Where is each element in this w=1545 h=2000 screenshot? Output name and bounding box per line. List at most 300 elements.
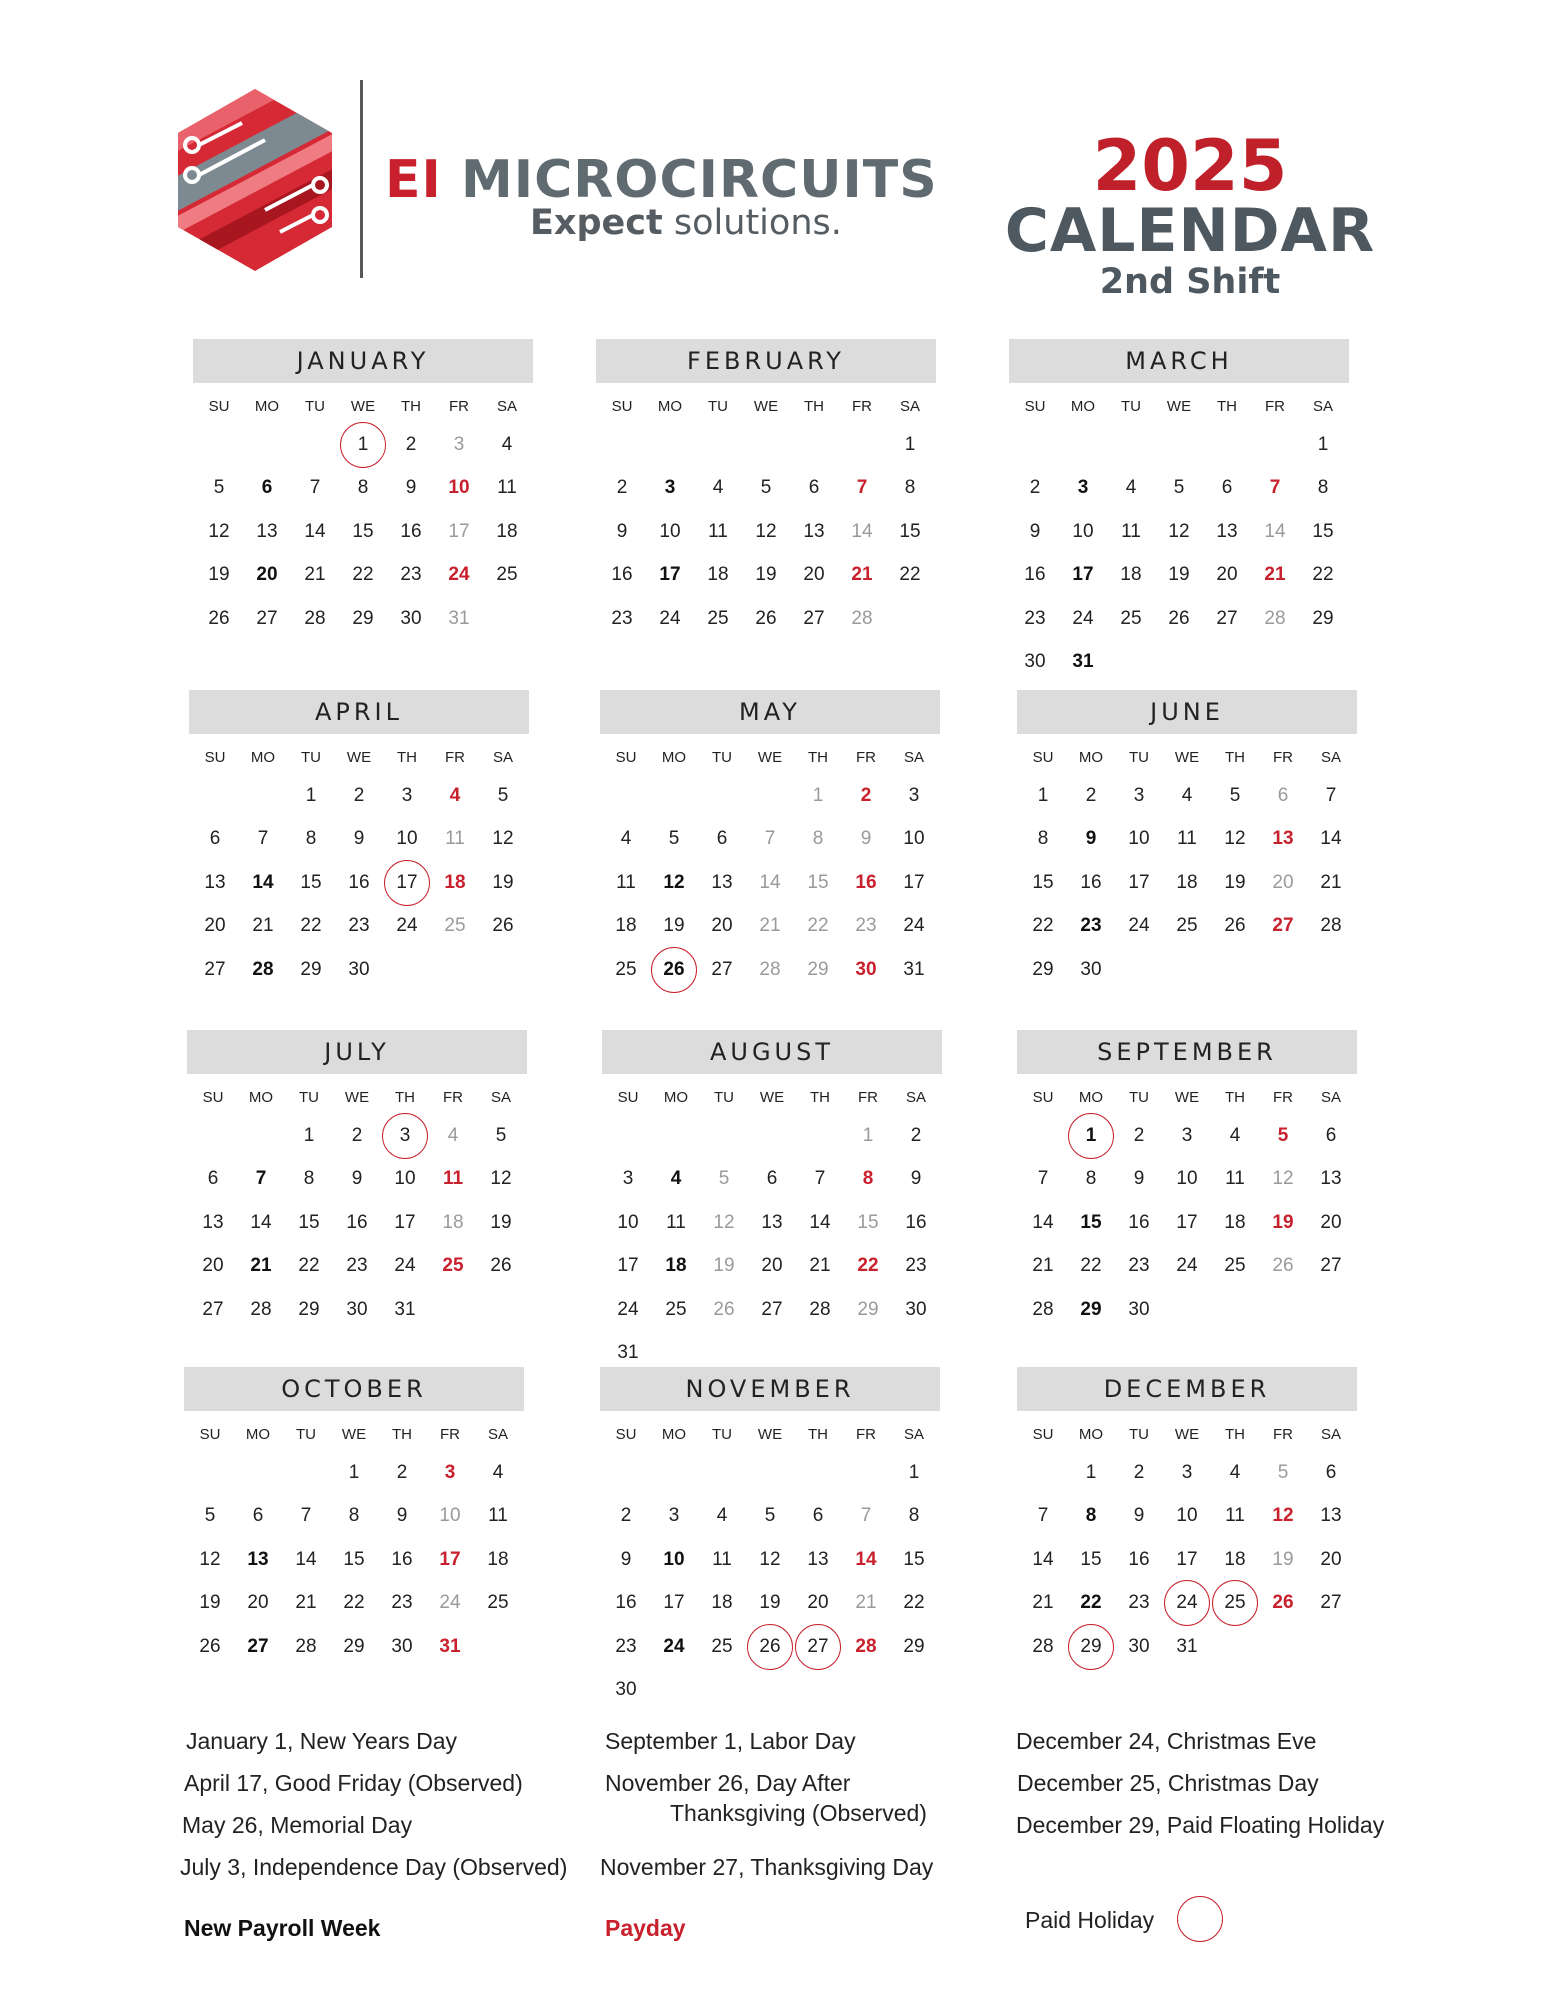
month-title: OCTOBER <box>184 1367 524 1411</box>
day-cell: 9 <box>910 1168 922 1190</box>
holiday-note: December 25, Christmas Day <box>1017 1770 1319 1796</box>
day-cell: 11 <box>442 1168 464 1190</box>
day-cell: 22 <box>300 915 322 937</box>
day-cell: 11 <box>488 1505 508 1527</box>
day-cell: 17 <box>1128 871 1150 893</box>
day-cell: 24 <box>903 915 925 937</box>
day-cell: 9 <box>1133 1168 1145 1190</box>
day-cell: 29 <box>1080 1298 1102 1320</box>
day-cell: 24 <box>617 1298 639 1320</box>
legend-payroll-week: New Payroll Week <box>184 1915 381 1941</box>
holiday-note: November 27, Thanksgiving Day <box>600 1854 934 1880</box>
day-cell: 2 <box>351 1124 363 1146</box>
day-cell: 20 <box>803 564 825 586</box>
empty-cell <box>189 1114 237 1158</box>
day-cell: 5 <box>1277 1461 1289 1483</box>
weekday-label: FR <box>1265 398 1285 415</box>
day-cell: 27 <box>1216 607 1238 629</box>
weekday-label: MO <box>663 1089 689 1106</box>
day-cell: 16 <box>1080 871 1102 893</box>
day-cell: 27 <box>256 607 278 629</box>
day-cell: 18 <box>444 871 466 893</box>
weekday-label: TU <box>296 1426 316 1443</box>
day-cell: 7 <box>1037 1168 1049 1190</box>
day-cell: 10 <box>1176 1505 1198 1527</box>
day-cell: 3 <box>1181 1124 1193 1146</box>
day-cell: 1 <box>303 1124 315 1146</box>
day-cell: 10 <box>903 828 925 850</box>
empty-cell <box>1251 423 1299 467</box>
day-cell: 26 <box>1272 1592 1294 1614</box>
day-cell: 15 <box>300 871 322 893</box>
weekday-label: MO <box>248 1089 274 1106</box>
weekday-label: TH <box>808 749 828 766</box>
day-cell: 1 <box>862 1124 874 1146</box>
day-cell: 30 <box>1080 958 1102 980</box>
day-cell: 1 <box>1317 433 1329 455</box>
day-cell: 12 <box>663 871 685 893</box>
day-cell: 21 <box>304 564 326 586</box>
day-cell: 27 <box>761 1298 783 1320</box>
day-cell: 8 <box>1085 1168 1097 1190</box>
day-cell: 24 <box>1163 1582 1211 1626</box>
day-cell: 16 <box>615 1592 637 1614</box>
empty-cell <box>746 1451 794 1495</box>
day-cell: 14 <box>304 520 326 542</box>
month-title: AUGUST <box>602 1030 942 1074</box>
day-grid <box>1017 1114 1357 1332</box>
holiday-note: September 1, Labor Day <box>605 1728 856 1754</box>
weekday-label: FR <box>852 398 872 415</box>
month-title: MAY <box>600 690 940 734</box>
day-cell: 30 <box>615 1679 637 1701</box>
day-cell: 6 <box>766 1168 778 1190</box>
weekday-header <box>187 1086 527 1110</box>
day-cell: 14 <box>250 1211 272 1233</box>
day-cell: 10 <box>1176 1168 1198 1190</box>
day-grid <box>184 1451 524 1669</box>
day-cell: 30 <box>400 607 422 629</box>
day-cell: 14 <box>851 520 873 542</box>
day-cell: 16 <box>348 871 370 893</box>
month-december <box>1017 1367 1357 1669</box>
day-cell: 5 <box>204 1505 216 1527</box>
day-cell: 8 <box>904 477 916 499</box>
month-title: MARCH <box>1009 339 1349 383</box>
weekday-label: SA <box>903 749 924 766</box>
day-cell: 4 <box>449 784 461 806</box>
day-cell: 13 <box>1272 828 1294 850</box>
weekday-label: TH <box>401 398 421 415</box>
weekday-label: TU <box>714 1089 734 1106</box>
weekday-label: FR <box>449 398 469 415</box>
day-cell: 8 <box>1317 477 1329 499</box>
day-cell: 25 <box>444 915 466 937</box>
day-cell: 7 <box>1037 1505 1049 1527</box>
day-cell: 7 <box>1269 477 1281 499</box>
tagline-rest: solutions. <box>673 203 842 243</box>
month-july <box>187 1030 527 1332</box>
day-cell: 25 <box>707 607 729 629</box>
day-cell: 18 <box>442 1211 464 1233</box>
day-grid <box>1017 774 1357 992</box>
empty-cell <box>646 423 694 467</box>
day-cell: 23 <box>1128 1255 1150 1277</box>
day-cell: 7 <box>309 477 321 499</box>
day-cell: 25 <box>615 958 637 980</box>
weekday-label: MO <box>657 398 683 415</box>
day-cell: 14 <box>855 1548 877 1570</box>
day-cell: 4 <box>501 433 513 455</box>
day-cell: 22 <box>857 1255 879 1277</box>
day-cell: 23 <box>1128 1592 1150 1614</box>
day-cell: 29 <box>352 607 374 629</box>
empty-cell <box>1011 423 1059 467</box>
month-january <box>193 339 533 641</box>
day-cell: 22 <box>807 915 829 937</box>
weekday-label: SU <box>199 1426 221 1443</box>
day-cell: 15 <box>807 871 829 893</box>
day-cell: 6 <box>1277 784 1289 806</box>
day-cell: 21 <box>1032 1255 1054 1277</box>
day-cell: 10 <box>1128 828 1150 850</box>
day-cell: 8 <box>908 1505 920 1527</box>
day-cell: 12 <box>1168 520 1190 542</box>
day-cell: 29 <box>1067 1625 1115 1669</box>
weekday-label: TU <box>708 398 728 415</box>
weekday-label: TU <box>301 749 321 766</box>
day-cell: 12 <box>208 520 230 542</box>
day-cell: 19 <box>1168 564 1190 586</box>
empty-cell <box>742 423 790 467</box>
day-cell: 8 <box>1037 828 1049 850</box>
empty-cell <box>243 423 291 467</box>
brand-prefix: EI <box>385 150 442 210</box>
empty-cell <box>746 774 794 818</box>
day-cell: 31 <box>394 1298 416 1320</box>
weekday-label: TH <box>810 1089 830 1106</box>
day-cell: 29 <box>343 1635 365 1657</box>
day-cell: 24 <box>1128 915 1150 937</box>
day-cell: 6 <box>207 1168 219 1190</box>
day-cell: 5 <box>764 1505 776 1527</box>
weekday-label: WE <box>346 749 372 766</box>
day-cell: 28 <box>1320 915 1342 937</box>
day-cell: 12 <box>490 1168 512 1190</box>
weekday-header <box>600 746 940 770</box>
day-cell: 29 <box>1312 607 1334 629</box>
day-cell: 25 <box>496 564 518 586</box>
day-cell: 19 <box>755 564 777 586</box>
day-cell: 18 <box>1120 564 1142 586</box>
day-cell: 13 <box>256 520 278 542</box>
day-cell: 13 <box>202 1211 224 1233</box>
day-cell: 29 <box>903 1635 925 1657</box>
empty-cell <box>650 1451 698 1495</box>
day-cell: 16 <box>905 1211 927 1233</box>
day-cell: 15 <box>352 520 374 542</box>
day-cell: 11 <box>1225 1505 1245 1527</box>
day-cell: 1 <box>348 1461 360 1483</box>
day-cell: 11 <box>708 520 728 542</box>
day-cell: 19 <box>208 564 230 586</box>
day-cell: 18 <box>496 520 518 542</box>
weekday-label: SU <box>1032 1426 1054 1443</box>
weekday-label: TH <box>808 1426 828 1443</box>
day-cell: 23 <box>1080 915 1102 937</box>
empty-cell <box>796 1114 844 1158</box>
empty-cell <box>698 1451 746 1495</box>
day-cell: 19 <box>1272 1548 1294 1570</box>
day-grid <box>596 423 936 641</box>
day-cell: 15 <box>1032 871 1054 893</box>
month-august <box>602 1030 942 1375</box>
day-cell: 15 <box>298 1211 320 1233</box>
day-cell: 21 <box>855 1592 877 1614</box>
day-cell: 7 <box>860 1505 872 1527</box>
day-cell: 4 <box>1229 1124 1241 1146</box>
day-cell: 3 <box>1077 477 1089 499</box>
weekday-label: SA <box>899 398 920 415</box>
weekday-label: SU <box>204 749 226 766</box>
day-cell: 20 <box>1320 1211 1342 1233</box>
day-cell: 24 <box>394 1255 416 1277</box>
day-cell: 4 <box>1229 1461 1241 1483</box>
empty-cell <box>652 1114 700 1158</box>
day-cell: 6 <box>1221 477 1233 499</box>
day-cell: 21 <box>851 564 873 586</box>
day-cell: 22 <box>1312 564 1334 586</box>
day-cell: 1 <box>305 784 317 806</box>
calendar-year: 2025 <box>1092 125 1288 207</box>
day-cell: 17 <box>448 520 470 542</box>
day-cell: 1 <box>339 423 387 467</box>
day-cell: 19 <box>492 871 514 893</box>
day-cell: 15 <box>1080 1548 1102 1570</box>
weekday-label: WE <box>1174 749 1200 766</box>
day-cell: 15 <box>857 1211 879 1233</box>
day-cell: 16 <box>855 871 877 893</box>
weekday-label: FR <box>856 1426 876 1443</box>
company-logo-icon <box>170 85 340 275</box>
weekday-label: FR <box>440 1426 460 1443</box>
day-cell: 28 <box>1032 1298 1054 1320</box>
day-cell: 16 <box>611 564 633 586</box>
weekday-label: TH <box>1225 1426 1245 1443</box>
day-cell: 4 <box>447 1124 459 1146</box>
empty-cell <box>1059 423 1107 467</box>
day-cell: 28 <box>304 607 326 629</box>
weekday-label: MO <box>1078 749 1104 766</box>
day-cell: 3 <box>1133 784 1145 806</box>
day-cell: 7 <box>856 477 868 499</box>
day-cell: 10 <box>394 1168 416 1190</box>
day-cell: 23 <box>611 607 633 629</box>
day-cell: 2 <box>1133 1461 1145 1483</box>
weekday-label: TU <box>1121 398 1141 415</box>
day-cell: 2 <box>620 1505 632 1527</box>
weekday-label: MO <box>254 398 280 415</box>
day-cell: 23 <box>391 1592 413 1614</box>
holiday-note: November 26, Day After <box>605 1770 851 1796</box>
day-cell: 5 <box>718 1168 730 1190</box>
day-cell: 7 <box>814 1168 826 1190</box>
day-cell: 12 <box>755 520 777 542</box>
empty-cell <box>598 423 646 467</box>
day-grid <box>600 774 940 992</box>
day-cell: 15 <box>343 1548 365 1570</box>
weekday-label: SA <box>903 1426 924 1443</box>
day-cell: 28 <box>1264 607 1286 629</box>
weekday-header <box>1017 746 1357 770</box>
day-cell: 2 <box>616 477 628 499</box>
day-cell: 7 <box>1325 784 1337 806</box>
day-cell: 31 <box>617 1342 639 1364</box>
weekday-label: FR <box>1273 1089 1293 1106</box>
day-cell: 6 <box>209 828 221 850</box>
day-cell: 1 <box>812 784 824 806</box>
day-cell: 22 <box>1080 1255 1102 1277</box>
day-cell: 1 <box>1085 1461 1097 1483</box>
day-cell: 8 <box>348 1505 360 1527</box>
weekday-label: WE <box>1174 1089 1200 1106</box>
day-cell: 6 <box>812 1505 824 1527</box>
weekday-label: MO <box>245 1426 271 1443</box>
day-cell: 17 <box>1176 1211 1198 1233</box>
day-cell: 10 <box>617 1211 639 1233</box>
empty-cell <box>604 1114 652 1158</box>
day-cell: 11 <box>1121 520 1141 542</box>
day-cell: 19 <box>663 915 685 937</box>
day-cell: 22 <box>298 1255 320 1277</box>
weekday-header <box>189 746 529 770</box>
day-cell: 20 <box>204 915 226 937</box>
day-cell: 22 <box>1080 1592 1102 1614</box>
weekday-label: MO <box>1070 398 1096 415</box>
day-cell: 13 <box>711 871 733 893</box>
weekday-label: WE <box>757 749 783 766</box>
day-cell: 12 <box>759 1548 781 1570</box>
day-cell: 10 <box>448 477 470 499</box>
day-grid <box>187 1114 527 1332</box>
weekday-label: SU <box>617 1089 639 1106</box>
empty-cell <box>794 1451 842 1495</box>
day-cell: 8 <box>305 828 317 850</box>
day-cell: 30 <box>905 1298 927 1320</box>
day-grid <box>600 1451 940 1712</box>
day-cell: 26 <box>492 915 514 937</box>
holiday-note: January 1, New Years Day <box>186 1728 458 1754</box>
day-cell: 18 <box>487 1548 509 1570</box>
weekday-label: MO <box>661 1426 687 1443</box>
day-cell: 13 <box>1320 1168 1342 1190</box>
day-cell: 6 <box>808 477 820 499</box>
day-cell: 19 <box>490 1211 512 1233</box>
day-cell: 9 <box>353 828 365 850</box>
empty-cell <box>650 774 698 818</box>
empty-cell <box>234 1451 282 1495</box>
day-cell: 30 <box>1024 651 1046 673</box>
empty-cell <box>1019 1114 1067 1158</box>
weekday-header <box>596 395 936 419</box>
day-cell: 10 <box>396 828 418 850</box>
empty-cell <box>191 774 239 818</box>
day-cell: 20 <box>256 564 278 586</box>
day-cell: 22 <box>899 564 921 586</box>
holiday-circle-icon <box>1177 1896 1223 1942</box>
day-cell: 5 <box>1277 1124 1289 1146</box>
day-cell: 27 <box>202 1298 224 1320</box>
weekday-header <box>600 1423 940 1447</box>
empty-cell <box>1155 423 1203 467</box>
day-cell: 22 <box>352 564 374 586</box>
day-cell: 13 <box>1216 520 1238 542</box>
day-cell: 12 <box>199 1548 221 1570</box>
brand-word: MICROCIRCUITS <box>460 150 938 210</box>
day-cell: 14 <box>809 1211 831 1233</box>
day-cell: 29 <box>300 958 322 980</box>
weekday-label: WE <box>759 1089 785 1106</box>
empty-cell <box>602 1451 650 1495</box>
day-grid <box>1009 423 1349 684</box>
day-cell: 25 <box>711 1635 733 1657</box>
day-cell: 11 <box>616 871 636 893</box>
weekday-label: SU <box>208 398 230 415</box>
day-cell: 1 <box>904 433 916 455</box>
month-october <box>184 1367 524 1669</box>
weekday-label: SA <box>490 1089 511 1106</box>
day-cell: 17 <box>439 1548 461 1570</box>
day-cell: 15 <box>1312 520 1334 542</box>
logo-divider <box>360 80 363 278</box>
day-cell: 14 <box>252 871 274 893</box>
day-cell: 13 <box>247 1548 269 1570</box>
day-cell: 9 <box>396 1505 408 1527</box>
day-cell: 5 <box>495 1124 507 1146</box>
day-cell: 12 <box>1272 1168 1294 1190</box>
weekday-label: FR <box>1273 749 1293 766</box>
day-cell: 13 <box>803 520 825 542</box>
empty-cell <box>1107 423 1155 467</box>
weekday-label: SA <box>1312 398 1333 415</box>
weekday-label: MO <box>250 749 276 766</box>
day-cell: 17 <box>1176 1548 1198 1570</box>
day-cell: 17 <box>394 1211 416 1233</box>
day-cell: 30 <box>348 958 370 980</box>
day-cell: 5 <box>1173 477 1185 499</box>
day-cell: 22 <box>903 1592 925 1614</box>
day-cell: 20 <box>761 1255 783 1277</box>
legend-payday: Payday <box>605 1915 686 1941</box>
month-may <box>600 690 940 992</box>
calendar-title: CALENDAR <box>1004 196 1376 266</box>
day-cell: 3 <box>381 1114 429 1158</box>
weekday-label: FR <box>856 749 876 766</box>
day-cell: 5 <box>1229 784 1241 806</box>
day-cell: 17 <box>1072 564 1094 586</box>
weekday-label: WE <box>1174 1426 1200 1443</box>
day-cell: 10 <box>439 1505 461 1527</box>
holiday-note: December 24, Christmas Eve <box>1016 1728 1317 1754</box>
day-cell: 10 <box>1072 520 1094 542</box>
day-cell: 19 <box>1224 871 1246 893</box>
day-cell: 9 <box>860 828 872 850</box>
weekday-header <box>1017 1086 1357 1110</box>
day-cell: 30 <box>855 958 877 980</box>
weekday-label: SA <box>905 1089 926 1106</box>
weekday-label: TH <box>397 749 417 766</box>
empty-cell <box>1019 1451 1067 1495</box>
